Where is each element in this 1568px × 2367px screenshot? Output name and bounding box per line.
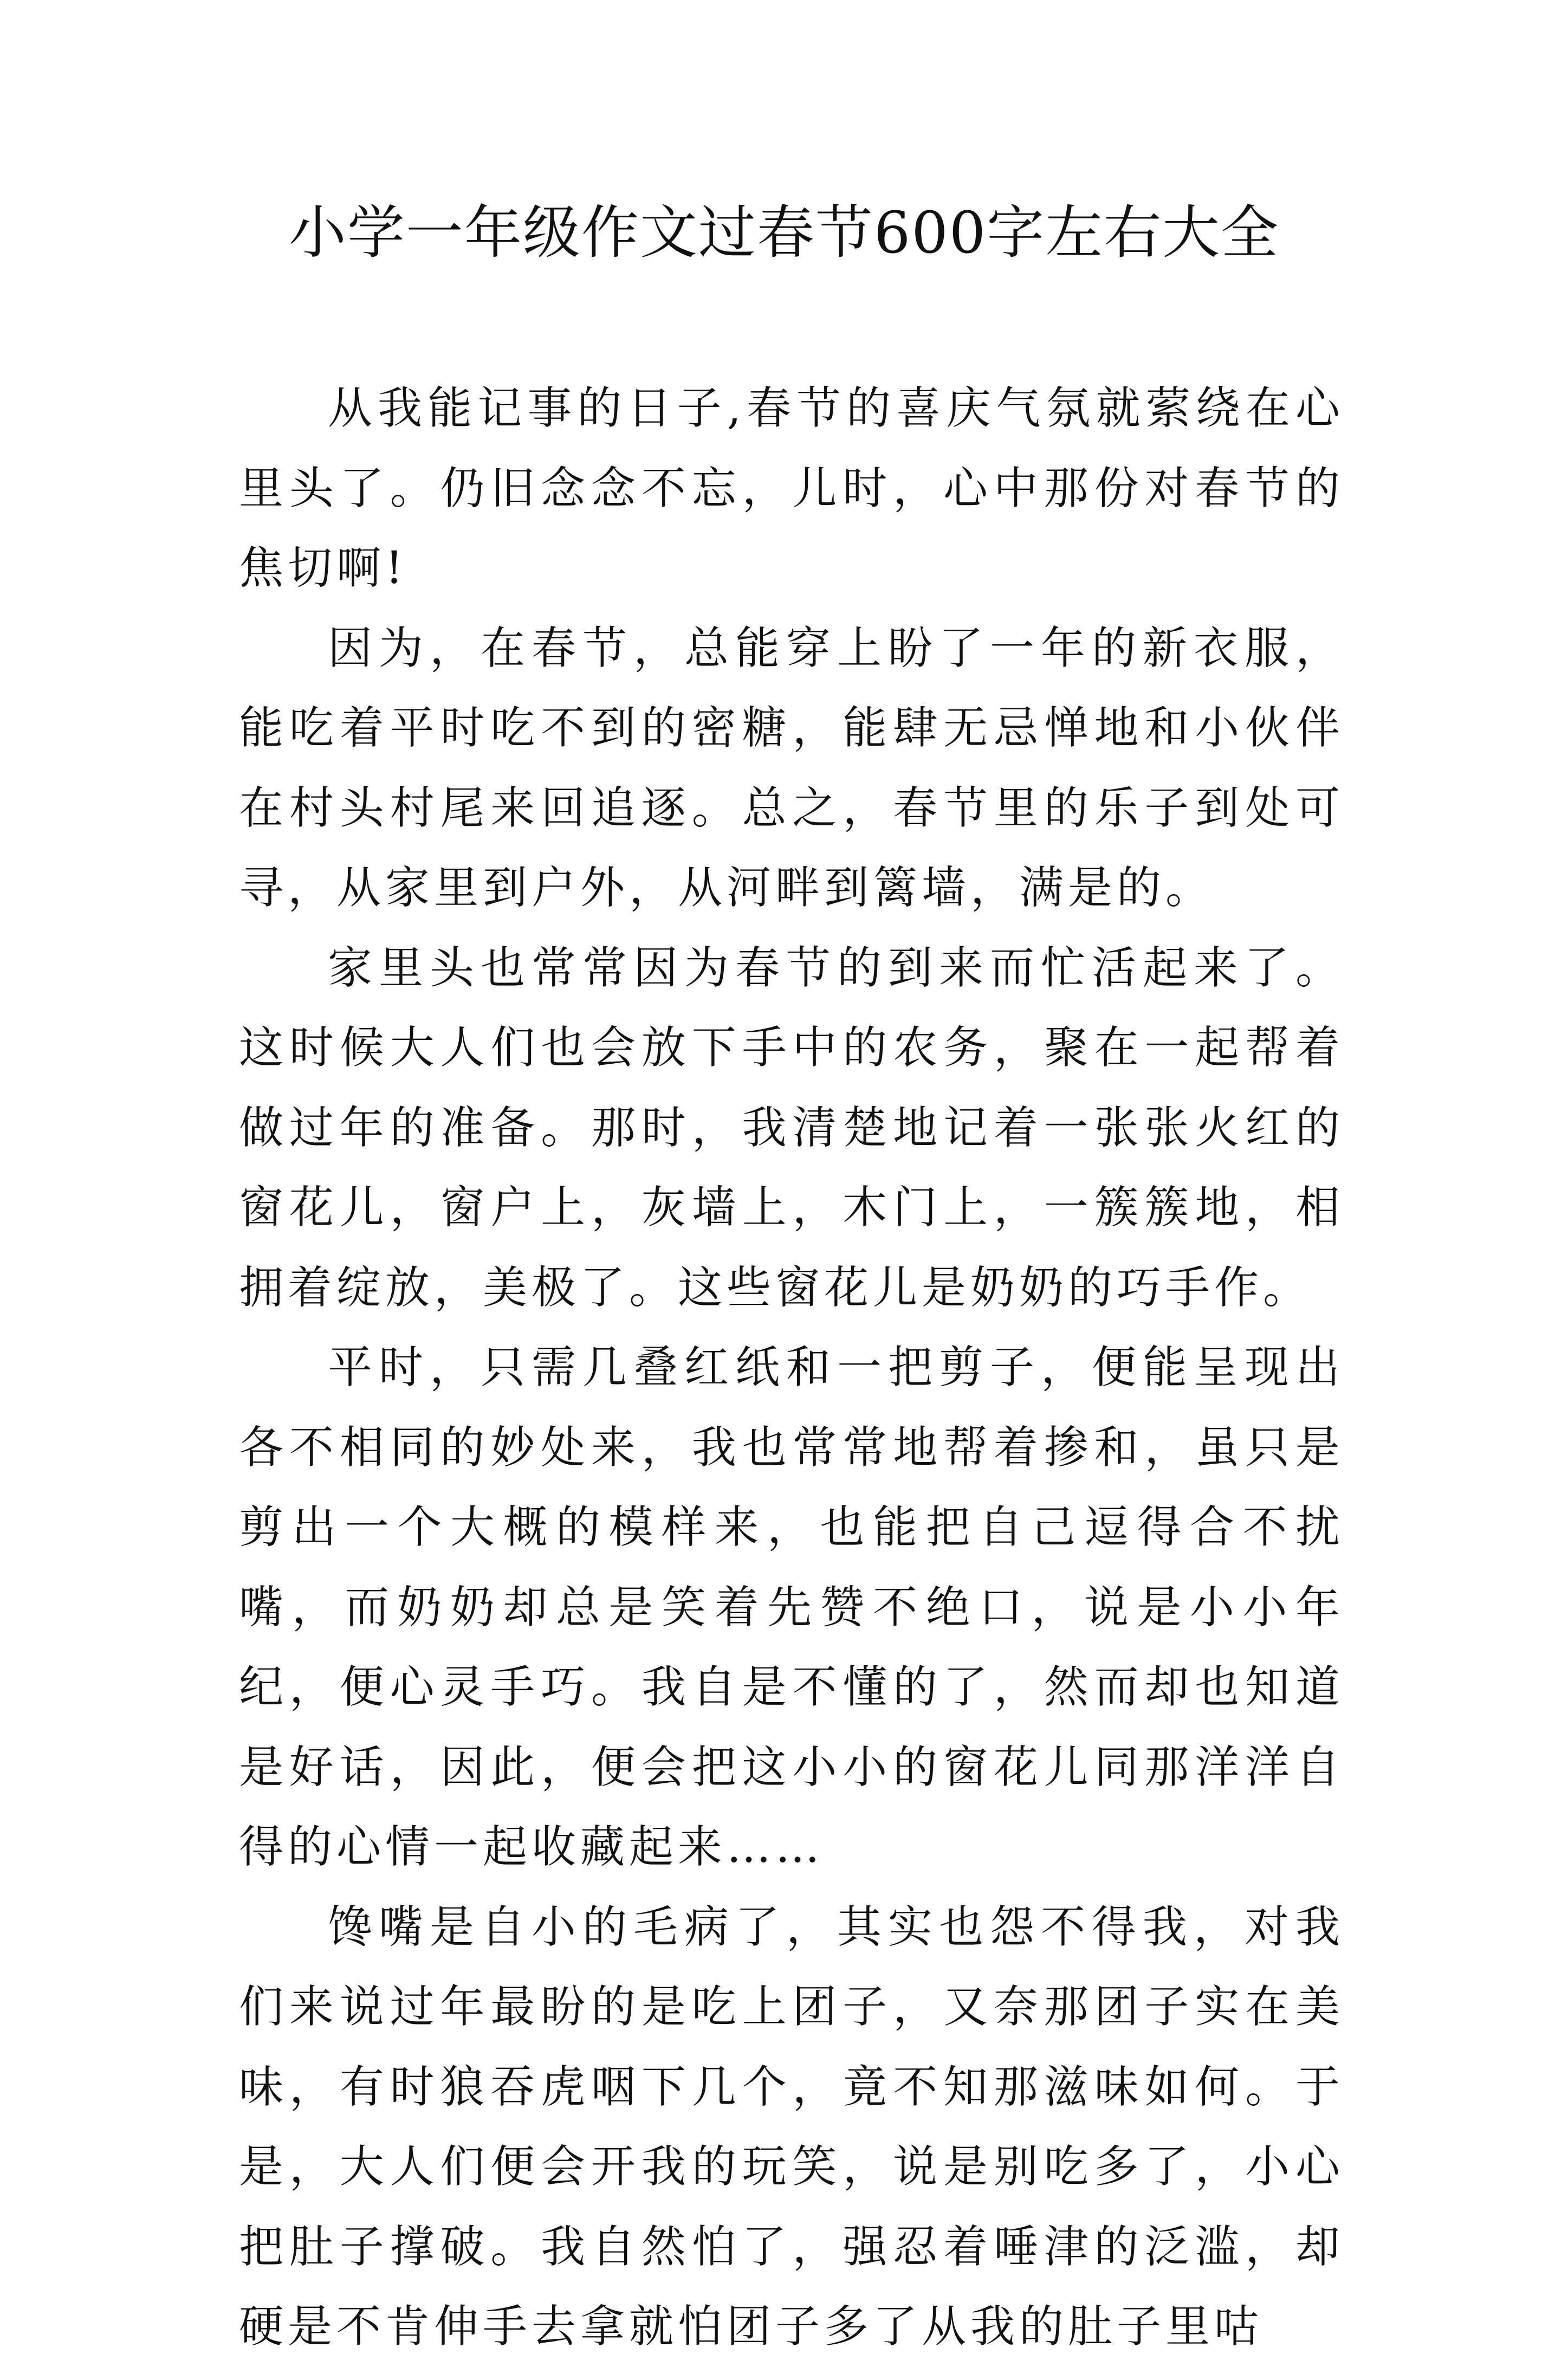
document-title: 小学一年级作文过春节600字左右大全	[288, 199, 1280, 266]
paragraph: 平时，只需几叠红纸和一把剪子，便能呈现出各不相同的妙处来，我也常常地帮着掺和，虽只是剪出一个大概的模样来，也能把自己逗得合不扰嘴，而奶奶却总是笑着先赞不绝口，说是小小年纪，便心灵手巧。我自是不懂的了，然而却也知道是好话，因此，便会把这小小的窗花儿同那洋洋自得的心情一起收藏起来……	[239, 1342, 1344, 1873]
paragraph: 从我能记事的日子,春节的喜庆气氛就萦绕在心里头了。仍旧念念不忘，儿时，心中那份对春节的焦切啊!	[239, 383, 1344, 594]
paragraph: 馋嘴是自小的毛病了，其实也怨不得我，对我们来说过年最盼的是吃上团子，又奈那团子实在美味，有时狼吞虎咽下几个，竟不知那滋味如何。于是，大人们便会开我的玩笑，说是别吃多了，小心把肚子撑破。我自然怕了，强忍着唾津的泛滥，却硬是不肯伸手去拿就怕团子多了从我的肚子里咕	[239, 1901, 1344, 2352]
paragraph: 因为，在春节，总能穿上盼了一年的新衣服，能吃着平时吃不到的密糖，能肆无忌惮地和小伙伴在村头村尾来回追逐。总之，春节里的乐子到处可寻，从家里到户外，从河畔到篱墙，满是的。	[239, 622, 1344, 914]
paragraph: 家里头也常常因为春节的到来而忙活起来了。这时候大人们也会放下手中的农务，聚在一起帮着做过年的准备。那时，我清楚地记着一张张火红的窗花儿，窗户上，灰墙上，木门上，一簇簇地，相拥着绽放，美极了。这些窗花儿是奶奶的巧手作。	[239, 942, 1344, 1314]
document-body	[239, 368, 1344, 2367]
